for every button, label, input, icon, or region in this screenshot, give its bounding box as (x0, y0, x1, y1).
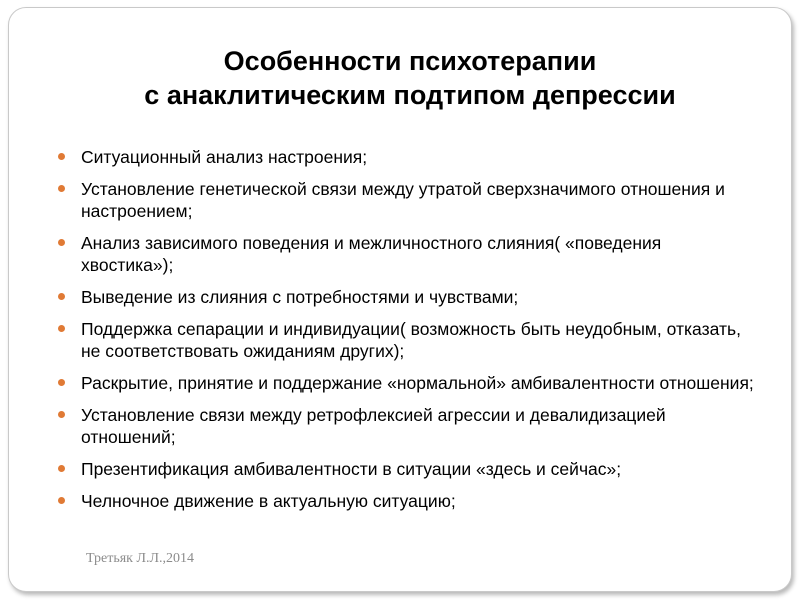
bullet-text: Установление связи между ретрофлексией агрессии и девалидизацией отношений; (81, 405, 666, 447)
bullet-list (56, 146, 756, 522)
round-bullet-icon (58, 293, 65, 300)
round-bullet-icon (58, 325, 65, 332)
round-bullet-icon (58, 153, 65, 160)
bullet-text: Выведение из слияния с потребностями и чувствами; (81, 287, 519, 307)
round-bullet-icon (58, 185, 65, 192)
bullet-text: Презентификация амбивалентности в ситуации «здесь и сейчас»; (81, 459, 622, 479)
bullet-text: Поддержка сепарации и индивидуации( возможность быть неудобным, отказать, не соответствовать ожиданиям других); (81, 319, 741, 361)
round-bullet-icon (58, 497, 65, 504)
bullet-item (56, 458, 756, 480)
round-bullet-icon (58, 379, 65, 386)
bullet-item (56, 372, 756, 394)
title-line-2: с анаклитическим подтипом депрессии (144, 80, 676, 110)
bullet-item (56, 178, 756, 222)
title-line-1: Особенности психотерапии (223, 46, 597, 76)
bullet-text: Ситуационный анализ настроения; (81, 147, 368, 167)
bullet-item (56, 404, 756, 448)
round-bullet-icon (58, 465, 65, 472)
author-footer: Третьяк Л.Л.,2014 (86, 551, 194, 566)
bullet-text: Раскрытие, принятие и поддержание «нормальной» амбивалентности отношения; (81, 373, 754, 393)
bullet-item (56, 232, 756, 276)
bullet-item (56, 490, 756, 512)
bullet-item (56, 318, 756, 362)
bullet-text: Установление генетической связи между утратой сверхзначимого отношения и настроением; (81, 179, 725, 221)
slide-title (60, 44, 760, 112)
bullet-text: Челночное движение в актуальную ситуацию; (81, 491, 456, 511)
bullet-text: Анализ зависимого поведения и межличностного слияния( «поведения хвостика»); (81, 233, 662, 275)
round-bullet-icon (58, 239, 65, 246)
bullet-item (56, 146, 756, 168)
round-bullet-icon (58, 411, 65, 418)
bullet-item (56, 286, 756, 308)
